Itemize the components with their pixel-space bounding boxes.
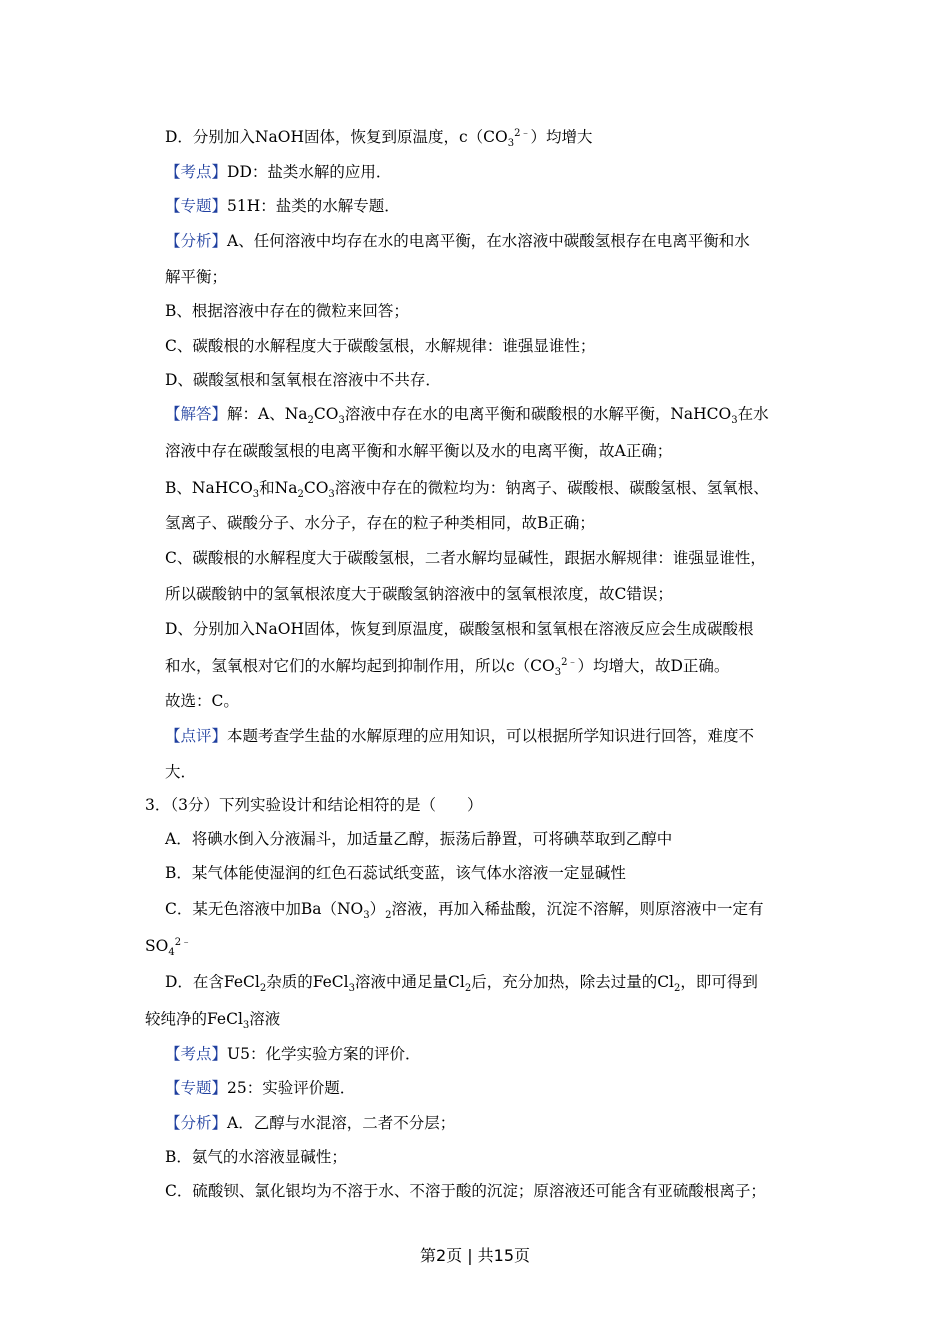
jieda-b-2: 氢离子、碳酸分子、水分子，存在的粒子种类相同，故B正确； (165, 514, 595, 532)
jieda-b: B、NaHCO$_3$和$Na_2CO_3$溶液中存在的微粒均为：钠离子、碳酸根、碳酸氢根、氢氧根、 (165, 479, 769, 501)
kaodian-line-2: 【考点】U5：化学实验方案的评价． (165, 1045, 421, 1063)
kaodian-tag-2: 【考点】 (165, 1045, 228, 1063)
zhuanti-tag-2: 【专题】 (165, 1079, 228, 1097)
kaodian-tag: 【考点】 (165, 163, 228, 181)
fenxi-d: D、碳酸氢根和氢氧根在溶液中不共存． (165, 371, 441, 389)
zhuanti-line-2: 【专题】25：实验评价题． (165, 1079, 356, 1097)
dianping-tag: 【点评】 (165, 727, 228, 745)
jieda-line-2: 溶液中存在碳酸氢根的电离平衡和水解平衡以及水的电离平衡，故A正确； (165, 442, 673, 460)
dianping-line-2: 大． (165, 763, 197, 781)
answer-choice: 故选：C。 (165, 692, 239, 710)
jieda-line: 【解答】解：A、$Na_2CO_3$溶液中存在水的电离平衡和碳酸根的水解平衡，NaHCO$_3$在水 (165, 405, 769, 427)
q3-option-b: B．某气体能使湿润的红色石蕊试纸变蓝，该气体水溶液一定显碱性 (165, 864, 626, 882)
question-3: 3．（3分）下列实验设计和结论相符的是（ ） (145, 796, 483, 814)
zhuanti-tag: 【专题】 (165, 197, 228, 215)
fenxi-b: B、根据溶液中存在的微粒来回答； (165, 302, 409, 320)
q3-option-c: C．某无色溶液中加$Ba(NO_3)_2$溶液，再加入稀盐酸，沉淀不溶解，则原溶液中一定有 (165, 900, 764, 922)
fenxi-tag-2: 【分析】 (165, 1114, 228, 1132)
fenxi-line-q3: 【分析】A．乙醇与水混溶，二者不分层； (165, 1114, 456, 1132)
zhuanti-line: 【专题】51H：盐类的水解专题． (165, 197, 400, 215)
jieda-c-2: 所以碳酸钠中的氢氧根浓度大于碳酸氢钠溶液中的氢氧根浓度，故C错误； (165, 585, 673, 603)
q3-option-a: A．将碘水倒入分液漏斗，加适量乙醇，振荡后静置，可将碘萃取到乙醇中 (165, 830, 673, 848)
fenxi-line: 【分析】A、任何溶液中均存在水的电离平衡，在水溶液中碳酸氢根存在电离平衡和水 (165, 232, 750, 250)
q3-option-c-2: $SO_4^{2﹣}$ (145, 936, 192, 959)
fenxi-q3-c: C．硫酸钡、氯化银均为不溶于水、不溶于酸的沉淀；原溶液还可能含有亚硫酸根离子； (165, 1182, 766, 1200)
fenxi-q3-b: B．氨气的水溶液显碱性； (165, 1148, 347, 1166)
jieda-d: D、分别加入NaOH固体，恢复到原温度，碳酸氢根和氢氧根在溶液反应会生成碳酸根 (165, 620, 754, 638)
jieda-tag: 【解答】 (165, 405, 228, 423)
jieda-c: C、碳酸根的水解程度大于碳酸氢根，二者水解均显碱性，跟据水解规律：谁强显谁性， (165, 549, 766, 567)
page-footer: 第2页 | 共15页 (419, 1246, 531, 1265)
fenxi-c: C、碳酸根的水解程度大于碳酸氢根，水解规律：谁强显谁性； (165, 337, 596, 355)
fenxi-line-2: 解平衡； (165, 268, 228, 286)
q3-option-d-2: 较纯净的FeCl$_3$溶液 (145, 1010, 281, 1032)
kaodian-line: 【考点】DD：盐类水解的应用． (165, 163, 392, 181)
jieda-d-2: 和水，氢氧根对它们的水解均起到抑制作用，所以$c(CO_3^{2﹣})$均增大，故D正确。 (165, 656, 730, 679)
q3-option-d: D．在含FeCl$_2$杂质的FeCl$_3$溶液中通足量$Cl_2$后，充分加热，除去过量的$Cl_2$，即可得到 (165, 973, 758, 995)
fenxi-tag: 【分析】 (165, 232, 228, 250)
option-d-line: D．分别加入NaOH固体，恢复到原温度，$c(CO_3^{2﹣})$均增大 (165, 127, 593, 150)
dianping-line: 【点评】本题考查学生盐的水解原理的应用知识，可以根据所学知识进行回答，难度不 (165, 727, 755, 745)
